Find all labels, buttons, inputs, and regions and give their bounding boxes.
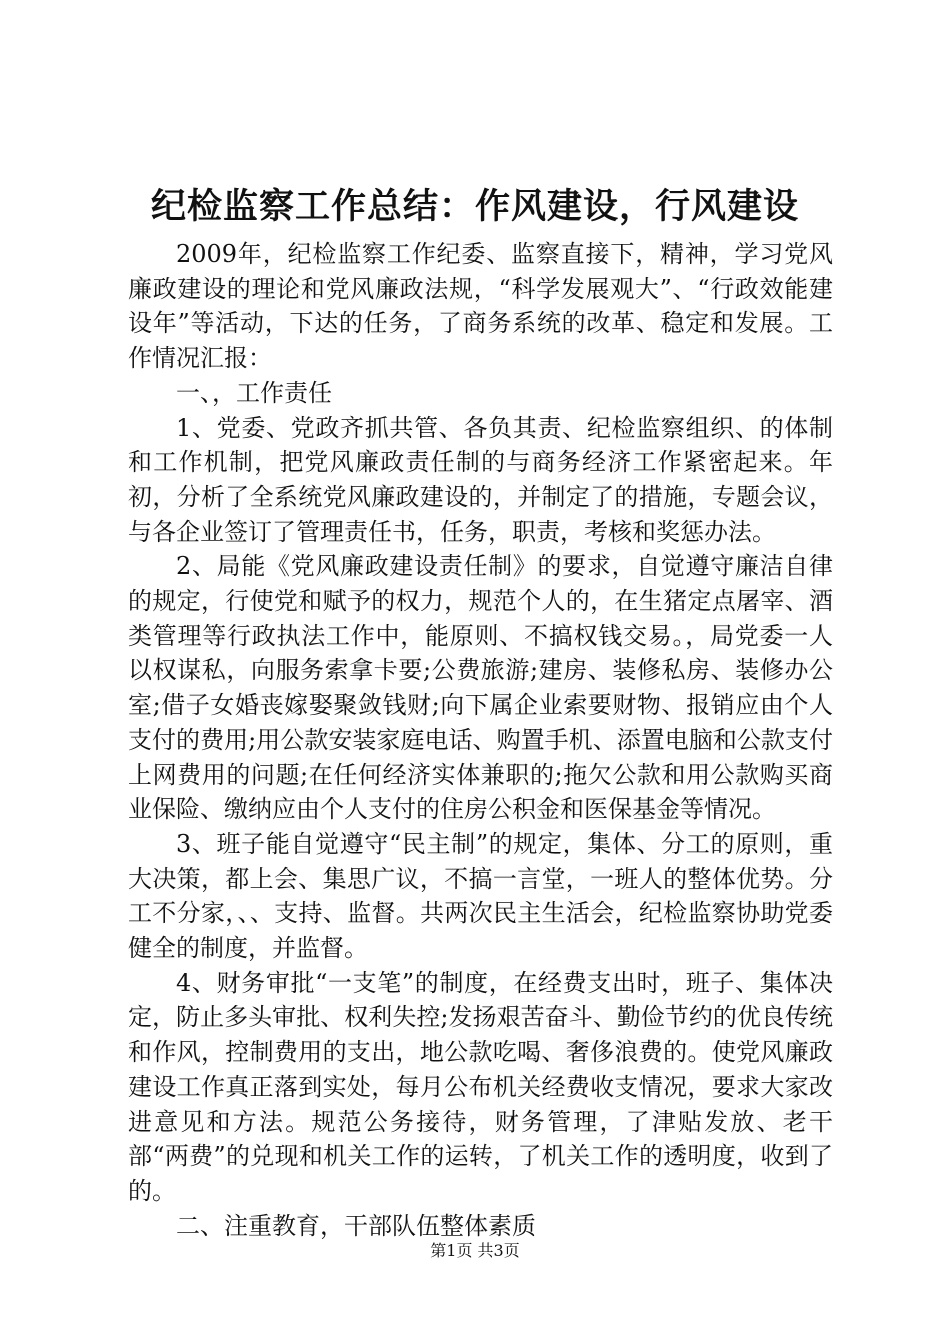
paragraph-item-4: 4、财务审批“一支笔”的制度，在经费支出时，班子、集体决定，防止多头审批、权利失控;发扬艰苦奋斗、勤俭节约的优良传统和作风，控制费用的支出，地公款吃喝、奢侈浪费的。使党风廉政建设工作真正落到实处，每月公布机关经费收支情况，要求大家改进意见和方法。规范公务接待，财务管理，了津贴发放、老干部“两费”的兑现和机关工作的运转，了机关工作的透明度，收到了的。 <box>128 968 833 1205</box>
section-heading-1: 一、，工作责任 <box>176 378 332 407</box>
page-number-footer: 第1页 共3页 <box>430 1241 520 1260</box>
section-heading-2: 二、注重教育，干部队伍整体素质 <box>176 1211 536 1240</box>
paragraph-item-2: 2、局能《党风廉政建设责任制》的要求，自觉遵守廉洁自律的规定，行使党和赋予的权力，规范个人的，在生猪定点屠宰、酒类管理等行政执法工作中，能原则、不搞权钱交易。，局党委一人以权谋私，向服务索拿卡要;公费旅游;建房、装修私房、装修办公室;借子女婚丧嫁娶聚敛钱财;向下属企业索要财物、报销应由个人支付的费用;用公款安装家庭电话、购置手机、添置电脑和公款支付上网费用的问题;在任何经济实体兼职的;拖欠公款和用公款购买商业保险、缴纳应由个人支付的住房公积金和医保基金等情况。 <box>128 552 833 824</box>
paragraph-item-3: 3、班子能自觉遵守“民主制”的规定，集体、分工的原则，重大决策，都上会、集思广议，不搞一言堂，一班人的整体优势。分工不分家，、、支持、监督。共两次民主生活会，纪检监察协助党委健全的制度，并监督。 <box>128 829 833 963</box>
document-title: 纪检监察工作总结：作风建设，行风建设 <box>150 186 799 227</box>
document-body <box>128 237 833 1243</box>
paragraph-intro: 2009年，纪检监察工作纪委、监察直接下，精神，学习党风廉政建设的理论和党风廉政法规，“科学发展观大”、“行政效能建设年”等活动，下达的任务，了商务系统的改革、稳定和发展。工作情况汇报： <box>128 240 833 373</box>
paragraph-item-1: 1、党委、党政齐抓共管、各负其责、纪检监察组织、的体制和工作机制，把党风廉政责任制的与商务经济工作紧密起来。年初，分析了全系统党风廉政建设的，并制定了的措施，专题会议，与各企业签订了管理责任书，任务，职责，考核和奖惩办法。 <box>128 413 833 546</box>
